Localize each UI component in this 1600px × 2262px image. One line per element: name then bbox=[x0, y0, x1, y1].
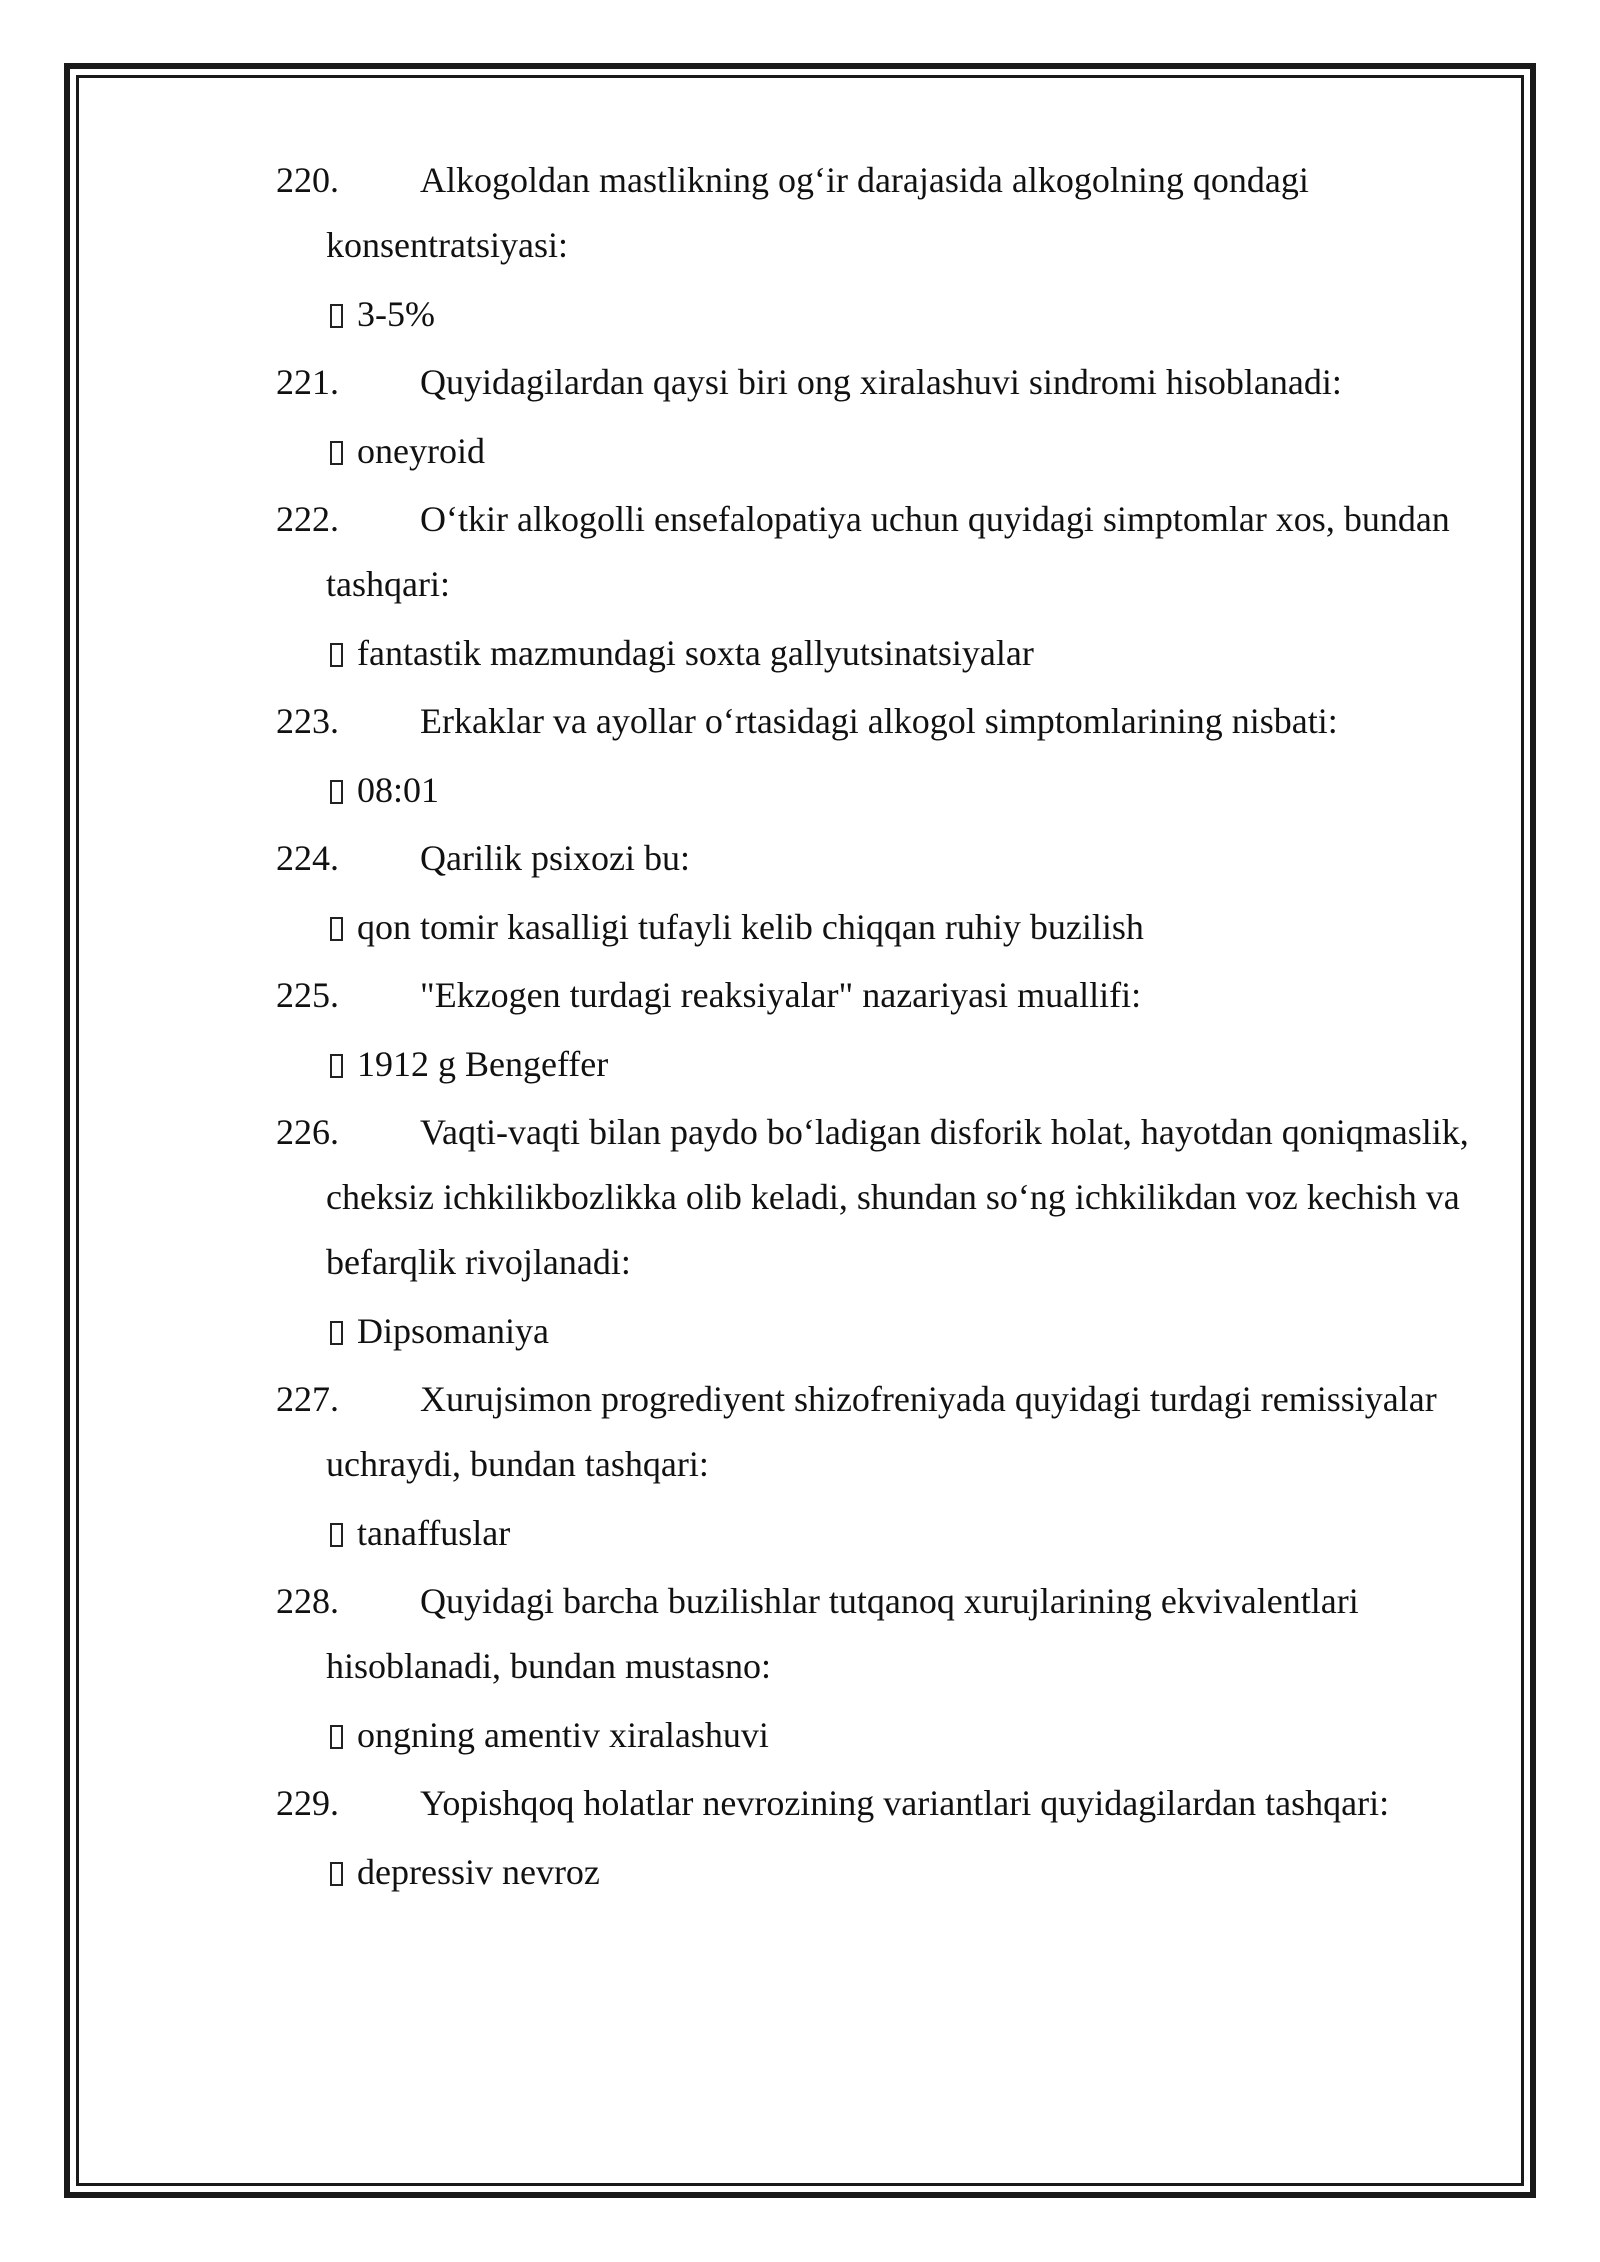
question bbox=[276, 963, 1496, 1028]
question bbox=[276, 487, 1496, 617]
answer bbox=[276, 633, 1496, 673]
question-item bbox=[276, 689, 1496, 810]
question-text: Erkaklar va ayollar o‘rtasidagi alkogol simptomlarining nisbati: bbox=[420, 701, 1338, 741]
question-number: 221. bbox=[276, 362, 339, 402]
question bbox=[276, 689, 1496, 754]
question-text: Alkogoldan mastlikning og‘ir darajasida alkogolning qondagi konsentratsiyasi: bbox=[326, 160, 1309, 265]
checkbox-glyph-icon bbox=[330, 304, 343, 328]
question-item bbox=[276, 963, 1496, 1084]
question-number: 227. bbox=[276, 1379, 339, 1419]
answer bbox=[276, 1715, 1496, 1755]
question-item bbox=[276, 1100, 1496, 1351]
checkbox-glyph-icon bbox=[330, 441, 343, 465]
question bbox=[276, 1100, 1496, 1295]
answer bbox=[276, 1852, 1496, 1892]
question-number: 220. bbox=[276, 160, 339, 200]
answer bbox=[276, 907, 1496, 947]
checkbox-glyph-icon bbox=[330, 1523, 343, 1547]
checkbox-glyph-icon bbox=[330, 780, 343, 804]
answer-text: depressiv nevroz bbox=[357, 1852, 600, 1892]
answer-text: 1912 g Bengeffer bbox=[357, 1044, 609, 1084]
question-text: Quyidagilardan qaysi biri ong xiralashuvi sindromi hisoblanadi: bbox=[420, 362, 1342, 402]
question-number: 224. bbox=[276, 838, 339, 878]
question-number: 229. bbox=[276, 1783, 339, 1823]
answer-text: oneyroid bbox=[357, 431, 485, 471]
question-text: "Ekzogen turdagi reaksiyalar" nazariyasi muallifi: bbox=[420, 975, 1142, 1015]
answer-text: ongning amentiv xiralashuvi bbox=[357, 1715, 769, 1755]
question-item bbox=[276, 826, 1496, 947]
question-number: 226. bbox=[276, 1112, 339, 1152]
question bbox=[276, 350, 1496, 415]
question-text: Vaqti-vaqti bilan paydo bo‘ladigan disforik holat, hayotdan qoniqmaslik, cheksiz ichkilikbozlikka olib keladi, shundan so‘ng ichkilikdan voz kechish va befarqlik rivojlanadi: bbox=[326, 1112, 1469, 1282]
answer-text: fantastik mazmundagi soxta gallyutsinatsiyalar bbox=[357, 633, 1034, 673]
question-item bbox=[276, 487, 1496, 673]
answer-text: 08:01 bbox=[357, 770, 440, 810]
question-number: 222. bbox=[276, 499, 339, 539]
question-number: 228. bbox=[276, 1581, 339, 1621]
checkbox-glyph-icon bbox=[330, 1321, 343, 1345]
question-item bbox=[276, 350, 1496, 471]
answer-text: 3-5% bbox=[357, 294, 435, 334]
answer bbox=[276, 1311, 1496, 1351]
question-text: Xurujsimon progrediyent shizofreniyada quyidagi turdagi remissiyalar uchraydi, bundan tashqari: bbox=[326, 1379, 1437, 1484]
checkbox-glyph-icon bbox=[330, 917, 343, 941]
question-text: Quyidagi barcha buzilishlar tutqanoq xurujlarining ekvivalentlari hisoblanadi, bundan mustasno: bbox=[326, 1581, 1359, 1686]
checkbox-glyph-icon bbox=[330, 1054, 343, 1078]
question bbox=[276, 148, 1496, 278]
question bbox=[276, 1771, 1496, 1836]
question bbox=[276, 826, 1496, 891]
answer bbox=[276, 1513, 1496, 1553]
question-item bbox=[276, 148, 1496, 334]
answer-text: qon tomir kasalligi tufayli kelib chiqqan ruhiy buzilish bbox=[357, 907, 1144, 947]
question bbox=[276, 1569, 1496, 1699]
checkbox-glyph-icon bbox=[330, 1725, 343, 1749]
question-item bbox=[276, 1771, 1496, 1892]
checkbox-glyph-icon bbox=[330, 1862, 343, 1886]
checkbox-glyph-icon bbox=[330, 643, 343, 667]
question-list bbox=[276, 148, 1496, 1908]
answer bbox=[276, 294, 1496, 334]
answer bbox=[276, 770, 1496, 810]
answer bbox=[276, 1044, 1496, 1084]
question-item bbox=[276, 1367, 1496, 1553]
question bbox=[276, 1367, 1496, 1497]
question-text: Yopishqoq holatlar nevrozining variantlari quyidagilardan tashqari: bbox=[420, 1783, 1390, 1823]
question-text: O‘tkir alkogolli ensefalopatiya uchun quyidagi simptomlar xos, bundan tashqari: bbox=[326, 499, 1450, 604]
question-text: Qarilik psixozi bu: bbox=[420, 838, 690, 878]
question-item bbox=[276, 1569, 1496, 1755]
answer-text: Dipsomaniya bbox=[357, 1311, 549, 1351]
answer bbox=[276, 431, 1496, 471]
question-number: 225. bbox=[276, 975, 339, 1015]
question-number: 223. bbox=[276, 701, 339, 741]
answer-text: tanaffuslar bbox=[357, 1513, 511, 1553]
